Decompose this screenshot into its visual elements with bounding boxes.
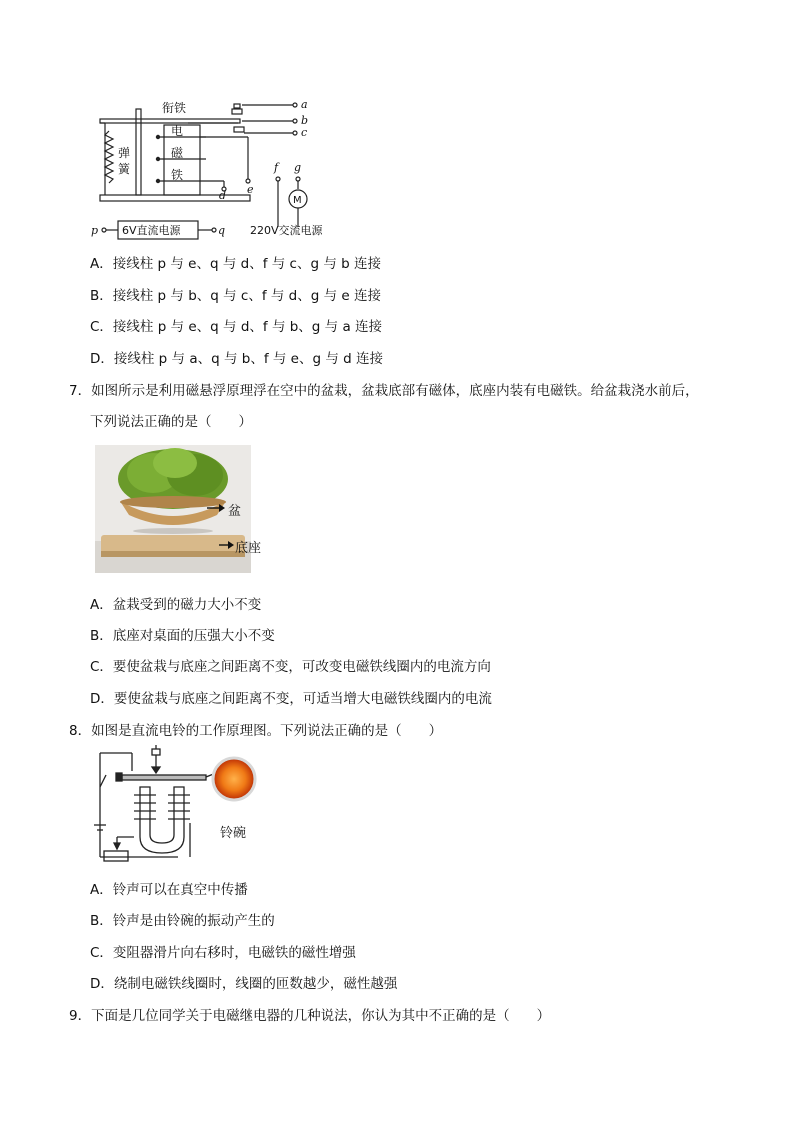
q8-option-b: B．铃声是由铃碗的振动产生的 (90, 913, 275, 929)
pot-label: 盆 (228, 504, 242, 519)
q9-stem: 9．下面是几位同学关于电磁继电器的几种说法，你认为其中不正确的是（ ） (69, 1008, 551, 1024)
q7-stem-line1: 7．如图所示是利用磁悬浮原理浮在空中的盆栽，盆栽底部有磁体，底座内装有电磁铁。给盆栽浇水前后， (69, 383, 699, 399)
q7-option-d: D．要使盆栽与底座之间距离不变，可适当增大电磁铁线圈内的电流 (90, 691, 492, 707)
ac-source-label: 220V交流电源 (250, 224, 323, 237)
armature-label: 衔铁 (162, 101, 187, 115)
terminal-d: d (219, 189, 227, 202)
dc-source-label: 6V直流电源 (122, 224, 181, 237)
spring-label-2: 簧 (118, 162, 131, 176)
terminal-a: a (301, 98, 308, 111)
terminal-q: q (218, 224, 226, 237)
base-label: 底座 (235, 541, 262, 556)
motor-label: M (293, 195, 302, 206)
core-label-3: 铁 (171, 168, 184, 182)
q6-option-b: B．接线柱 p 与 b、q 与 c、f 与 d、g 与 e 连接 (90, 288, 382, 304)
terminal-e: e (247, 183, 254, 196)
terminal-f: f (274, 161, 279, 174)
q8-stem: 8．如图是直流电铃的工作原理图。下列说法正确的是（ ） (69, 723, 443, 739)
q6-option-c: C．接线柱 p 与 e、q 与 d、f 与 b、g 与 a 连接 (90, 319, 383, 335)
core-label-2: 磁 (171, 146, 184, 160)
q8-option-c: C．变阻器滑片向右移时，电磁铁的磁性增强 (90, 945, 356, 961)
q7-option-a: A．盆栽受到的磁力大小不变 (90, 597, 262, 613)
core-label-1: 电 (171, 124, 184, 138)
q7-stem-line2: 下列说法正确的是（ ） (90, 414, 252, 430)
q7-option-b: B．底座对桌面的压强大小不变 (90, 628, 275, 644)
q6-option-a: A．接线柱 p 与 e、q 与 d、f 与 c、g 与 b 连接 (90, 256, 381, 272)
terminal-g: g (294, 161, 302, 174)
bell-bowl-label: 铃碗 (220, 826, 247, 841)
q6-option-d: D．接线柱 p 与 a、q 与 b、f 与 e、g 与 d 连接 (90, 351, 383, 367)
electric-bell-figure (92, 745, 267, 863)
relay-circuit-figure (88, 95, 348, 245)
q8-option-d: D．绕制电磁铁线圈时，线圈的匝数越少，磁性越强 (90, 976, 398, 992)
q8-option-a: A．铃声可以在真空中传播 (90, 882, 248, 898)
spring-label-1: 弹 (118, 146, 131, 160)
q7-option-c: C．要使盆栽与底座之间距离不变，可改变电磁铁线圈内的电流方向 (90, 659, 491, 675)
terminal-p: p (91, 224, 99, 237)
terminal-b: b (301, 114, 309, 127)
terminal-c: c (301, 126, 308, 139)
